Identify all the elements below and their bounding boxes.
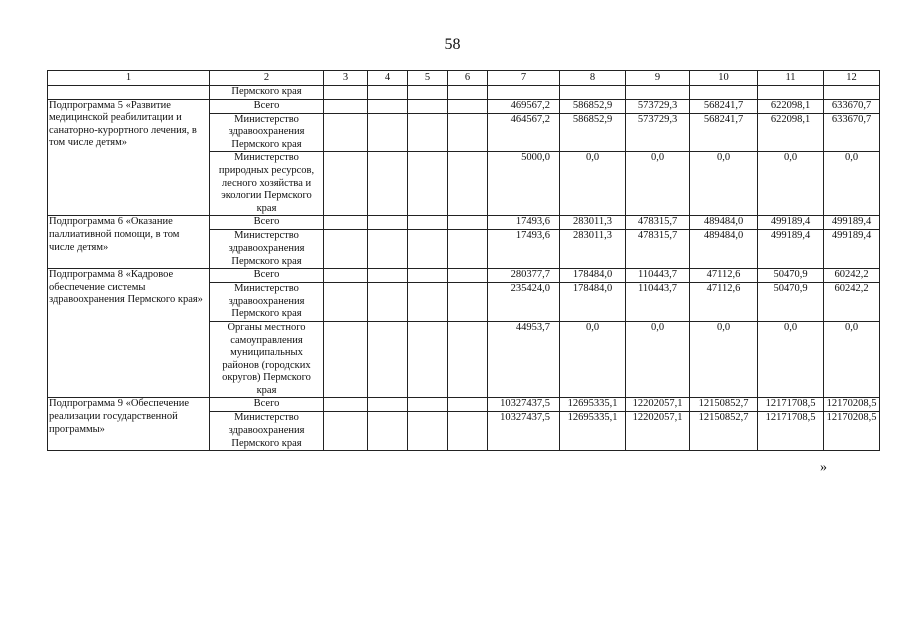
value-cell xyxy=(324,113,368,152)
value-cell xyxy=(448,283,488,322)
value-cell: 12150852,7 xyxy=(690,412,758,451)
executor-cell: Министерство здравоохранения Пермского края xyxy=(210,113,324,152)
value-cell: 478315,7 xyxy=(626,230,690,269)
col-header: 10 xyxy=(690,71,758,86)
col-header: 2 xyxy=(210,71,324,86)
value-cell: 47112,6 xyxy=(690,269,758,283)
value-cell: 50470,9 xyxy=(758,283,824,322)
value-cell: 283011,3 xyxy=(560,216,626,230)
value-cell xyxy=(448,412,488,451)
col-header: 12 xyxy=(824,71,880,86)
value-cell: 499189,4 xyxy=(824,230,880,269)
value-cell: 469567,2 xyxy=(488,99,560,113)
value-cell xyxy=(560,86,626,100)
value-cell: 0,0 xyxy=(560,152,626,216)
value-cell: 12695335,1 xyxy=(560,412,626,451)
value-cell: 633670,7 xyxy=(824,99,880,113)
value-cell: 12170208,5 xyxy=(824,412,880,451)
value-cell: 12202057,1 xyxy=(626,398,690,412)
table-row xyxy=(48,86,880,100)
value-cell: 568241,7 xyxy=(690,99,758,113)
col-header: 4 xyxy=(368,71,408,86)
executor-cell: Всего xyxy=(210,216,324,230)
executor-cell: Министерство здравоохранения Пермского края xyxy=(210,412,324,451)
value-cell: 633670,7 xyxy=(824,113,880,152)
value-cell: 47112,6 xyxy=(690,283,758,322)
value-cell xyxy=(408,216,448,230)
value-cell: 464567,2 xyxy=(488,113,560,152)
value-cell xyxy=(824,86,880,100)
value-cell xyxy=(324,269,368,283)
page-number: 58 xyxy=(444,36,461,53)
program-name-cell: Подпрограмма 5 «Развитие медицинской реабилитации и санаторно-курортного лечения, в том числе детям» xyxy=(48,99,210,216)
value-cell: 12171708,5 xyxy=(758,412,824,451)
value-cell xyxy=(408,230,448,269)
value-cell xyxy=(690,86,758,100)
value-cell: 12202057,1 xyxy=(626,412,690,451)
executor-cell: Всего xyxy=(210,99,324,113)
col-header: 8 xyxy=(560,71,626,86)
value-cell xyxy=(626,86,690,100)
executor-cell: Пермского края xyxy=(210,86,324,100)
value-cell: 17493,6 xyxy=(488,216,560,230)
value-cell xyxy=(448,269,488,283)
value-cell xyxy=(758,86,824,100)
value-cell xyxy=(368,398,408,412)
value-cell xyxy=(448,152,488,216)
value-cell xyxy=(448,99,488,113)
value-cell: 0,0 xyxy=(758,321,824,398)
value-cell: 235424,0 xyxy=(488,283,560,322)
value-cell: 499189,4 xyxy=(758,230,824,269)
value-cell: 110443,7 xyxy=(626,283,690,322)
col-header: 6 xyxy=(448,71,488,86)
value-cell: 60242,2 xyxy=(824,269,880,283)
value-cell: 499189,4 xyxy=(824,216,880,230)
value-cell xyxy=(368,152,408,216)
value-cell: 110443,7 xyxy=(626,269,690,283)
program-name-cell: Подпрограмма 8 «Кадровое обеспечение системы здравоохранения Пермского края» xyxy=(48,269,210,398)
value-cell xyxy=(408,412,448,451)
value-cell: 489484,0 xyxy=(690,216,758,230)
program-name-cell: Подпрограмма 9 «Обеспечение реализации государственной программы» xyxy=(48,398,210,451)
value-cell: 17493,6 xyxy=(488,230,560,269)
value-cell xyxy=(368,269,408,283)
value-cell xyxy=(324,412,368,451)
value-cell xyxy=(324,86,368,100)
value-cell xyxy=(408,321,448,398)
value-cell: 5000,0 xyxy=(488,152,560,216)
col-header: 11 xyxy=(758,71,824,86)
value-cell xyxy=(448,230,488,269)
value-cell: 622098,1 xyxy=(758,99,824,113)
value-cell xyxy=(448,216,488,230)
value-cell xyxy=(488,86,560,100)
value-cell: 0,0 xyxy=(758,152,824,216)
budget-table xyxy=(47,70,880,451)
value-cell xyxy=(324,99,368,113)
value-cell xyxy=(448,113,488,152)
value-cell: 283011,3 xyxy=(560,230,626,269)
value-cell xyxy=(408,152,448,216)
col-header: 1 xyxy=(48,71,210,86)
col-header: 3 xyxy=(324,71,368,86)
value-cell xyxy=(368,321,408,398)
value-cell xyxy=(448,86,488,100)
value-cell xyxy=(408,99,448,113)
value-cell xyxy=(324,283,368,322)
header-row xyxy=(48,71,880,86)
closing-quote: » xyxy=(820,460,827,475)
value-cell: 280377,7 xyxy=(488,269,560,283)
program-name-cell xyxy=(48,86,210,100)
value-cell xyxy=(368,283,408,322)
value-cell xyxy=(368,216,408,230)
value-cell: 60242,2 xyxy=(824,283,880,322)
program-name-cell: Подпрограмма 6 «Оказание паллиативной помощи, в том числе детям» xyxy=(48,216,210,269)
value-cell: 178484,0 xyxy=(560,269,626,283)
executor-cell: Министерство здравоохранения Пермского края xyxy=(210,283,324,322)
value-cell: 573729,3 xyxy=(626,99,690,113)
value-cell: 12171708,5 xyxy=(758,398,824,412)
value-cell xyxy=(324,321,368,398)
value-cell: 12170208,5 xyxy=(824,398,880,412)
value-cell xyxy=(408,283,448,322)
value-cell: 178484,0 xyxy=(560,283,626,322)
value-cell xyxy=(324,230,368,269)
value-cell: 44953,7 xyxy=(488,321,560,398)
value-cell xyxy=(448,398,488,412)
value-cell xyxy=(324,216,368,230)
value-cell: 10327437,5 xyxy=(488,412,560,451)
value-cell: 622098,1 xyxy=(758,113,824,152)
value-cell xyxy=(408,269,448,283)
executor-cell: Органы местного самоуправления муниципальных районов (городских округов) Пермского края xyxy=(210,321,324,398)
value-cell xyxy=(408,113,448,152)
executor-cell: Министерство здравоохранения Пермского края xyxy=(210,230,324,269)
table-row xyxy=(48,269,880,283)
value-cell: 12695335,1 xyxy=(560,398,626,412)
value-cell: 0,0 xyxy=(824,321,880,398)
value-cell: 0,0 xyxy=(560,321,626,398)
col-header: 7 xyxy=(488,71,560,86)
value-cell xyxy=(408,398,448,412)
table-row xyxy=(48,398,880,412)
value-cell xyxy=(324,398,368,412)
value-cell: 10327437,5 xyxy=(488,398,560,412)
value-cell: 568241,7 xyxy=(690,113,758,152)
col-header: 9 xyxy=(626,71,690,86)
value-cell xyxy=(448,321,488,398)
value-cell xyxy=(368,113,408,152)
value-cell: 12150852,7 xyxy=(690,398,758,412)
value-cell xyxy=(368,86,408,100)
value-cell xyxy=(368,99,408,113)
value-cell: 573729,3 xyxy=(626,113,690,152)
value-cell: 586852,9 xyxy=(560,99,626,113)
value-cell: 0,0 xyxy=(824,152,880,216)
value-cell: 489484,0 xyxy=(690,230,758,269)
value-cell xyxy=(368,412,408,451)
executor-cell: Всего xyxy=(210,398,324,412)
table-body xyxy=(48,86,880,451)
col-header: 5 xyxy=(408,71,448,86)
value-cell: 50470,9 xyxy=(758,269,824,283)
value-cell xyxy=(324,152,368,216)
value-cell: 0,0 xyxy=(626,152,690,216)
value-cell xyxy=(408,86,448,100)
value-cell: 586852,9 xyxy=(560,113,626,152)
executor-cell: Министерство природных ресурсов, лесного хозяйства и экологии Пермского края xyxy=(210,152,324,216)
value-cell: 478315,7 xyxy=(626,216,690,230)
value-cell: 499189,4 xyxy=(758,216,824,230)
value-cell xyxy=(368,230,408,269)
value-cell: 0,0 xyxy=(626,321,690,398)
executor-cell: Всего xyxy=(210,269,324,283)
table-row xyxy=(48,216,880,230)
value-cell: 0,0 xyxy=(690,321,758,398)
value-cell: 0,0 xyxy=(690,152,758,216)
table-row xyxy=(48,99,880,113)
